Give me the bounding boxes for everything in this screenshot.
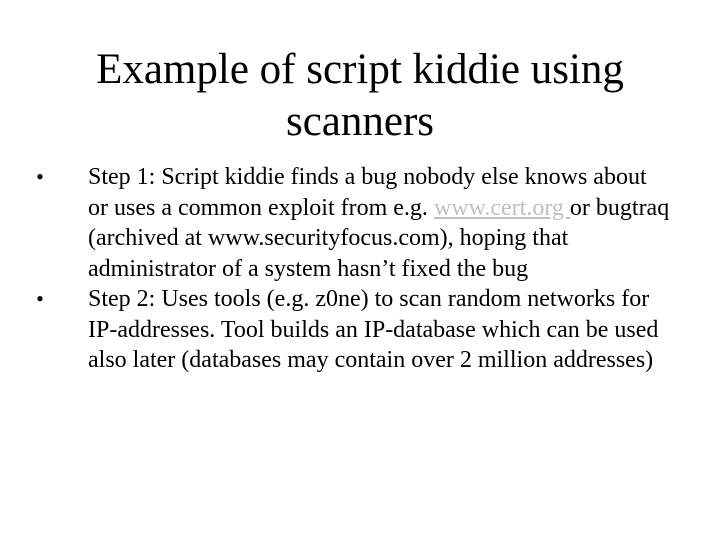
bullet-2-text: Step 2: Uses tools (e.g. z0ne) to scan random networks for IP-addresses. Tool builds an IP-database which can be used also later (databases may contain over 2 million addresses) [88,286,659,373]
slide-title: Example of script kiddie using scanners [96,46,624,145]
bullet-step-1 [30,162,670,284]
bullet-list [30,162,670,376]
cert-org-link[interactable]: www.cert.org [433,194,570,221]
bullet-1-text-before-link: Step 1: Script kiddie finds a bug nobody else knows about or uses a common exploit from e.g. [88,164,647,221]
bullet-dot-icon: • [36,286,44,311]
bullet-step-2 [30,284,670,376]
bullet-dot-icon: • [36,164,44,189]
bullet-1-text-after-link: or bugtraq (archived at www.securityfocus.com), hoping that administrator of a system hasn’t fixed the bug [88,194,670,282]
